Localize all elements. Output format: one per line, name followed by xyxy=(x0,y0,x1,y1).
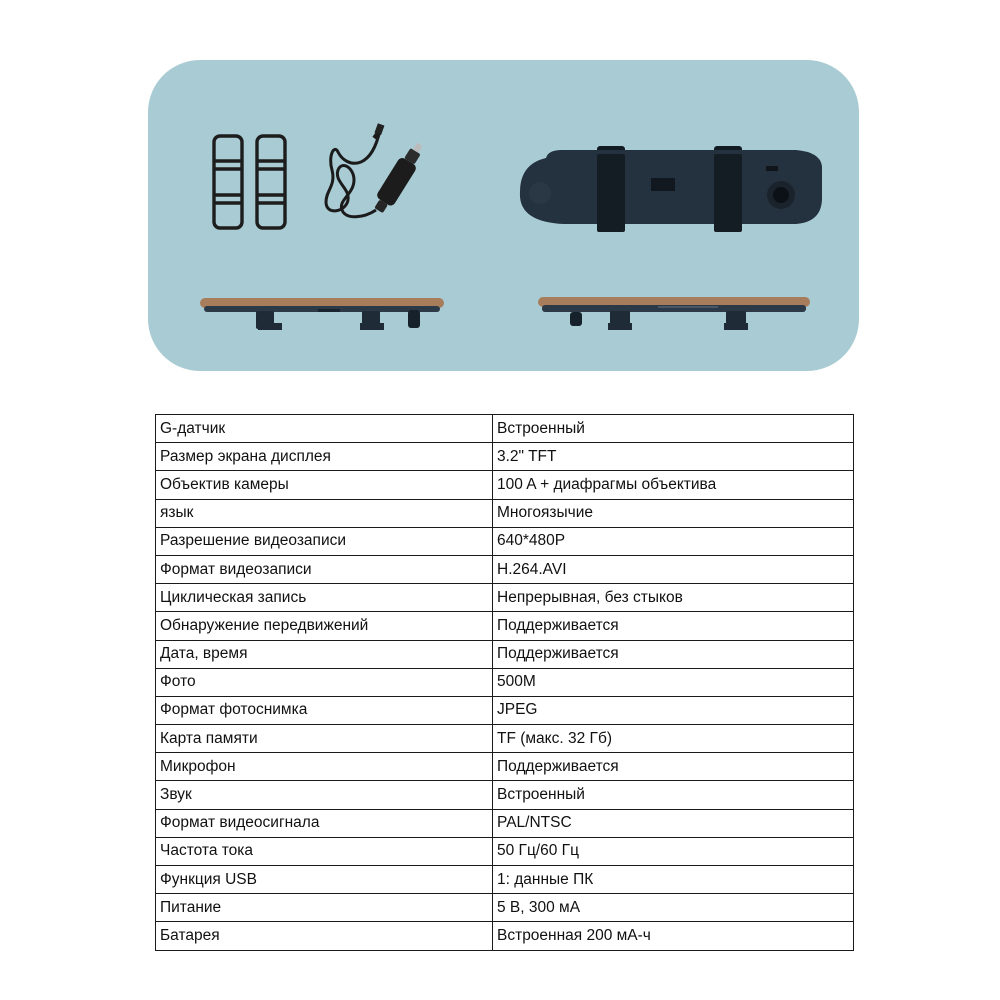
table-row xyxy=(156,640,854,668)
product-illustration-panel xyxy=(148,60,859,371)
spec-label: Карта памяти xyxy=(156,725,493,753)
spec-value: Поддерживается xyxy=(493,753,854,781)
spec-value: 50 Гц/60 Гц xyxy=(493,837,854,865)
spec-label: Фото xyxy=(156,668,493,696)
spec-value: JPEG xyxy=(493,696,854,724)
mirror-dashcam-front-icon xyxy=(520,146,822,232)
spec-label: Формат видеосигнала xyxy=(156,809,493,837)
spec-value: Поддерживается xyxy=(493,640,854,668)
table-row xyxy=(156,809,854,837)
table-row xyxy=(156,612,854,640)
table-row xyxy=(156,725,854,753)
spec-value: 500M xyxy=(493,668,854,696)
spec-label: Разрешение видеозаписи xyxy=(156,527,493,555)
spec-value: 5 В, 300 мА xyxy=(493,894,854,922)
spec-label: язык xyxy=(156,499,493,527)
spec-label: Размер экрана дисплея xyxy=(156,443,493,471)
spec-label: Обнаружение передвижений xyxy=(156,612,493,640)
adhesive-strap-icon xyxy=(257,136,285,228)
table-row xyxy=(156,696,854,724)
table-row xyxy=(156,866,854,894)
spec-label: Микрофон xyxy=(156,753,493,781)
spec-value: PAL/NTSC xyxy=(493,809,854,837)
table-row xyxy=(156,894,854,922)
spec-value: 1: данные ПК xyxy=(493,866,854,894)
table-row xyxy=(156,499,854,527)
spec-label: Циклическая запись xyxy=(156,584,493,612)
spec-label: Формат видеозаписи xyxy=(156,555,493,583)
spec-value: Встроенный xyxy=(493,781,854,809)
spec-value: 640*480P xyxy=(493,527,854,555)
spec-label: Функция USB xyxy=(156,866,493,894)
table-row xyxy=(156,555,854,583)
spec-value: TF (макс. 32 Гб) xyxy=(493,725,854,753)
specifications-table xyxy=(155,414,854,951)
spec-value: 3.2" TFT xyxy=(493,443,854,471)
specifications-table-body xyxy=(156,415,854,951)
spec-label: Объектив камеры xyxy=(156,471,493,499)
spec-label: Батарея xyxy=(156,922,493,950)
table-row xyxy=(156,781,854,809)
table-row xyxy=(156,922,854,950)
table-row xyxy=(156,753,854,781)
spec-value: 100 A + диафрагмы объектива xyxy=(493,471,854,499)
spec-label: Частота тока xyxy=(156,837,493,865)
table-row xyxy=(156,415,854,443)
car-charger-cable-icon xyxy=(326,123,428,216)
table-row xyxy=(156,837,854,865)
mirror-dashcam-bottom-icon xyxy=(538,297,810,330)
adhesive-strap-icon xyxy=(214,136,242,228)
table-row xyxy=(156,471,854,499)
spec-value: Поддерживается xyxy=(493,612,854,640)
spec-value: Непрерывная, без стыков xyxy=(493,584,854,612)
table-row xyxy=(156,584,854,612)
product-illustration xyxy=(148,60,859,371)
spec-label: Дата, время xyxy=(156,640,493,668)
spec-value: Многоязычие xyxy=(493,499,854,527)
spec-label: Питание xyxy=(156,894,493,922)
spec-value: Встроенная 200 мА-ч xyxy=(493,922,854,950)
spec-value: H.264.AVI xyxy=(493,555,854,583)
table-row xyxy=(156,668,854,696)
table-row xyxy=(156,527,854,555)
table-row xyxy=(156,443,854,471)
mirror-dashcam-top-icon xyxy=(200,298,444,330)
spec-value: Встроенный xyxy=(493,415,854,443)
spec-label: G-датчик xyxy=(156,415,493,443)
spec-label: Звук xyxy=(156,781,493,809)
spec-label: Формат фотоснимка xyxy=(156,696,493,724)
